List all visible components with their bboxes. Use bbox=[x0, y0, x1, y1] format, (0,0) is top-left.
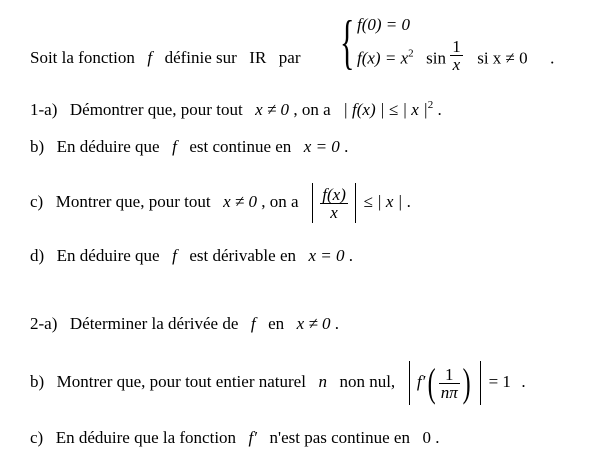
q1a-end: . bbox=[437, 100, 442, 119]
q2b: b) Montrer que, pour tout entier naturel n non nul, f′( $\frac{1}{n\pi}$ ) = 1 . bbox=[30, 360, 526, 406]
q2b-fp: f′ bbox=[416, 372, 426, 391]
q2a bbox=[30, 314, 339, 334]
q1c bbox=[30, 180, 411, 224]
q1c-text: Montrer que, pour tout bbox=[55, 192, 211, 211]
q1b-f: f bbox=[172, 137, 177, 156]
q1d-end: . bbox=[348, 246, 354, 265]
q1b-text: En déduire que bbox=[56, 137, 160, 156]
q1b-end: . bbox=[344, 137, 349, 156]
q1b bbox=[30, 137, 348, 157]
q1c-label: c) bbox=[30, 192, 44, 211]
system-cond: si x ≠ 0 bbox=[477, 48, 528, 68]
q2c-text: En déduire que la fonction bbox=[55, 428, 237, 447]
q2b-label: b) bbox=[30, 372, 45, 391]
q2a-end: . bbox=[334, 314, 340, 333]
q1d-mid: est dérivable en bbox=[189, 246, 296, 265]
q2a-cond: x ≠ 0 bbox=[296, 314, 331, 333]
q1d-pt: x = 0 bbox=[308, 246, 345, 265]
q1a-cond: x ≠ 0 bbox=[255, 100, 290, 119]
intro-mid: définie sur bbox=[164, 48, 237, 67]
q1b-label: b) bbox=[30, 137, 45, 156]
intro-domain: IR bbox=[249, 48, 267, 67]
q2c-end: . bbox=[435, 428, 440, 447]
q1b-mid: est continue en bbox=[189, 137, 292, 156]
q2b-rhs: = 1 bbox=[488, 372, 511, 391]
q1c-fraction bbox=[320, 186, 348, 221]
q2b-mid: non nul, bbox=[339, 372, 396, 391]
q1c-num: f(x) bbox=[322, 184, 346, 204]
q1d-text: En déduire que bbox=[56, 246, 160, 265]
q1c-rhs: ≤ | x | bbox=[363, 192, 403, 211]
q2c-fp: f′ bbox=[248, 428, 257, 447]
system-lhs: f(x) = x bbox=[357, 48, 409, 68]
q1d-label: d) bbox=[30, 246, 45, 265]
q1a-label: 1-a) bbox=[30, 100, 58, 119]
system-frac-den: x bbox=[452, 55, 461, 74]
system-exp: 2 bbox=[408, 47, 414, 60]
q1d bbox=[30, 246, 353, 266]
intro-prefix: Soit la fonction bbox=[30, 48, 135, 67]
q1a bbox=[30, 100, 442, 120]
q2a-text: Déterminer la dérivée de bbox=[69, 314, 239, 333]
q1c-mid: , on a bbox=[261, 192, 299, 211]
q1c-cond: x ≠ 0 bbox=[223, 192, 257, 211]
q2b-num: 1 bbox=[439, 366, 460, 384]
q1c-den: x bbox=[330, 202, 338, 222]
q1d-f: f bbox=[172, 246, 177, 265]
intro-line bbox=[30, 48, 301, 68]
q1a-exp: 2 bbox=[427, 99, 434, 111]
q1a-text: Démontrer que, pour tout bbox=[69, 100, 243, 119]
q1a-mid: , on a bbox=[293, 100, 331, 119]
system-fraction bbox=[450, 38, 463, 73]
q1c-end: . bbox=[406, 192, 411, 211]
system-line-2 bbox=[357, 37, 555, 74]
q2c-label: c) bbox=[30, 428, 44, 447]
intro-f: f bbox=[147, 48, 153, 67]
q2a-label: 2-a) bbox=[30, 314, 58, 333]
intro-par: par bbox=[278, 48, 301, 67]
q1b-pt: x = 0 bbox=[303, 137, 340, 156]
q2c-mid: n'est pas continue en bbox=[269, 428, 410, 447]
system-line-1: f(0) = 0 bbox=[357, 15, 411, 34]
system-brace: { bbox=[340, 9, 355, 75]
q2a-f: f bbox=[250, 314, 256, 333]
q2a-mid: en bbox=[268, 314, 285, 333]
q2b-den: nπ bbox=[440, 382, 458, 402]
system-sin: sin bbox=[426, 48, 446, 68]
q1a-ineq: | f(x) | ≤ | x | bbox=[343, 100, 428, 119]
system-frac-num: 1 bbox=[452, 37, 461, 56]
q2b-fraction bbox=[439, 366, 460, 401]
q2b-n: n bbox=[318, 372, 327, 391]
q2c-pt: 0 bbox=[422, 428, 431, 447]
q2b-text: Montrer que, pour tout entier naturel bbox=[56, 372, 306, 391]
q2c bbox=[30, 428, 439, 448]
q2b-end: . bbox=[521, 372, 526, 391]
intro-end: . bbox=[550, 48, 555, 68]
